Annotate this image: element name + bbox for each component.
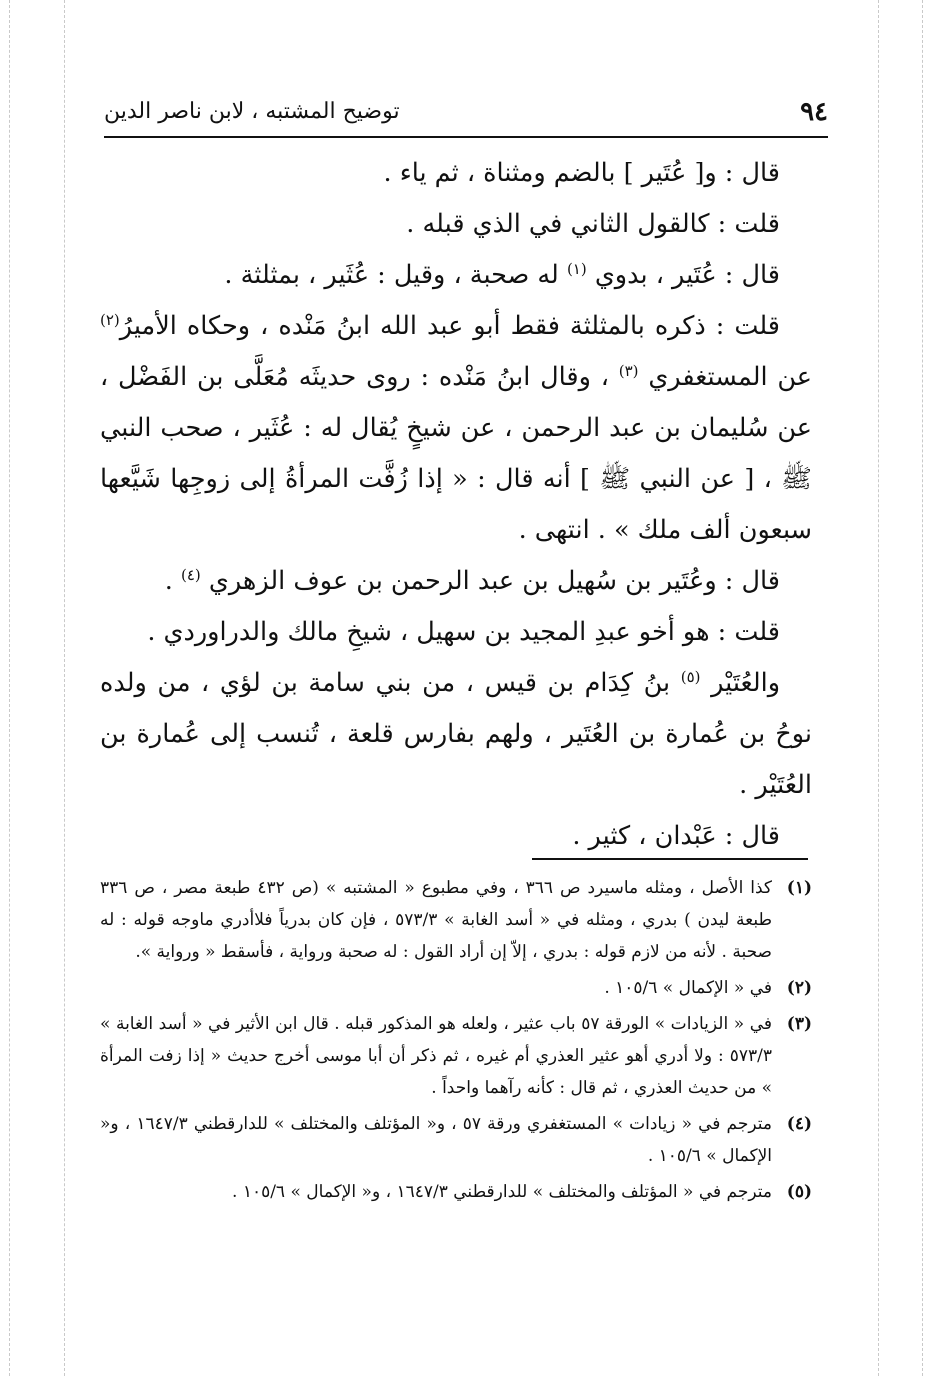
paragraph-text: له صحبة ، وقيل : عُثَير ، بمثلثة . [224,260,559,290]
footnote-number: (١) [786,878,812,898]
footnote-separator [532,858,808,860]
paragraph [100,301,812,556]
footnote-ref: (١) [566,260,587,278]
footnote [100,872,812,968]
footnote-ref: (٢) [100,311,120,329]
paragraph-text: قال : وعُتَير بن سُهيل بن عبد الرحمن بن عوف الزهري [208,566,780,596]
footnote-text: مترجم في « زيادات » المستغفري ورقة ٥٧ ، و« المؤتلف والمختلف » للدارقطني ١٦٤٧/٣ ، و« الإكمال » ١٠٥/٦ . [100,1114,772,1166]
paragraph-text: . [164,566,173,596]
header-rule [104,136,828,138]
paragraph-text: ، وقال ابنُ مَنْده : روى حديثَه مُعَلَّى بن الفَضْل ، عن سُليمان بن عبد الرحمن ، عن شيخٍ يُقال له : عُثَير ، صحب النبي ﷺ ، [ عن النبي ﷺ ] أنه قال : « إذا زُفَّت المرأةُ إلى زوجِها شَيَّعها سبعون ألف ملك » . انتهى . [100,362,812,545]
page-guide-line [9,0,10,1376]
paragraph: قلت : هو أخو عبدِ المجيد بن سهيل ، شيخِ مالك والدراوردي . [147,617,780,647]
footnote-number: (٤) [786,1114,812,1134]
page-guide-line [64,0,65,1376]
footnote-number: (٣) [786,1014,812,1034]
paragraph: قال : و[ عُتَير ] بالضم ومثناة ، ثم ياء . [383,158,780,188]
page-guide-line [922,0,923,1376]
paragraph: قال : عَبْدان ، كثير . [572,821,780,851]
paragraph-text: عن المستغفري [648,362,812,392]
footnote-ref: (٥) [680,668,701,686]
paragraph-text: قال : عُتَير ، بدوي [594,260,780,290]
page-guide-line [878,0,879,1376]
paragraph-text: قلت : ذكره بالمثلثة فقط أبو عبد الله ابنُ مَنْده ، وحكاه الأميرُ [119,311,780,341]
paragraph [100,250,812,301]
paragraph-text: والعُتَيْر [711,668,781,698]
main-text [100,148,812,862]
footnote [100,1176,812,1208]
footnote-ref: (٤) [180,566,201,584]
footnote [100,1108,812,1172]
footnote [100,972,812,1004]
footnote-ref: (٣) [618,362,639,380]
footnote-text: في « الزيادات » الورقة ٥٧ باب عثير ، ولعله هو المذكور قبله . قال ابن الأثير في « أسد الغابة » ٥٧٣/٣ : ولا أدري أهو عثير العذري أم غيره ، ثم ذكر أن أبا موسى أخرج حديث « إذا زفت المرأة » من حديث العذري ، ثم قال : كأنه رآهما واحداً . [100,1014,772,1098]
footnote-text: في « الإكمال » ١٠٥/٦ . [604,978,772,998]
footnote-number: (٥) [786,1182,812,1202]
footnote-number: (٢) [786,978,812,998]
footnote-text: مترجم في « المؤتلف والمختلف » للدارقطني ١٦٤٧/٣ ، و« الإكمال » ١٠٥/٦ . [232,1182,772,1202]
page-header [104,82,828,132]
footnotes [100,872,812,1212]
paragraph [100,658,812,811]
running-title: توضيح المشتبه ، لابن ناصر الدين [104,99,400,124]
page-number: ٩٤ [800,97,828,127]
paragraph-text: بنُ كِدَام بن قيس ، من بني سامة بن لؤي ، من ولده نوحُ بن عُمارة بن العُتَير ، ولهم بفارس قلعة ، تُنسب إلى عُمارة بن العُتَيْر . [100,668,812,800]
footnote-text: كذا الأصل ، ومثله ماسيرد ص ٣٦٦ ، وفي مطبوع « المشتبه » (ص ٤٣٢ طبعة مصر ، ص ٣٣٦ طبعة ليدن ) بدري ، ومثله في « أسد الغابة » ٥٧٣/٣ ، فإن كان بدرياً فلاأدري ماوجه قوله : له صحبة . لأنه من لازم قوله : بدري ، إلاّ إن أراد القول : له صحبة ورواية ، فأسقط « ورواية ». [100,878,773,962]
paragraph: قلت : كالقول الثاني في الذي قبله . [406,209,780,239]
paragraph [100,556,812,607]
footnote [100,1008,812,1104]
